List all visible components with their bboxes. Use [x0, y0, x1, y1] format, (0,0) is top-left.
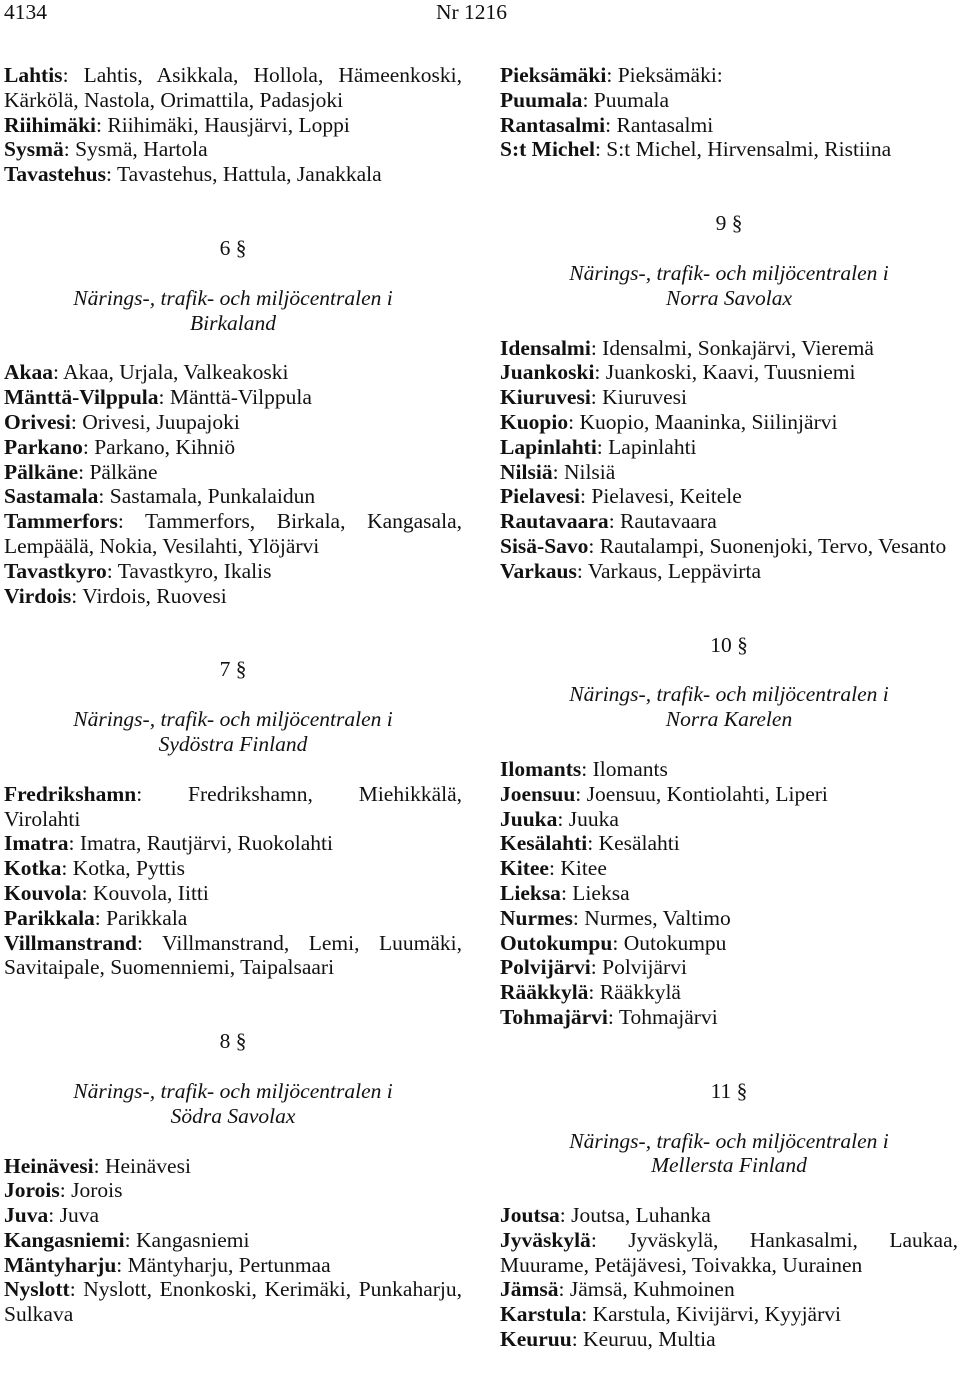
- municipalities: Pälkäne: [89, 459, 158, 484]
- municipalities: Kotka, Pyttis: [72, 856, 185, 881]
- list-item: Puumala: Puumala: [500, 87, 670, 112]
- district-name: Sysmä: [4, 137, 64, 162]
- municipalities: Lieksa: [572, 880, 630, 905]
- list-item: Nilsiä: Nilsiä: [500, 459, 616, 484]
- list-item: Tohmajärvi: Tohmajärvi: [500, 1004, 718, 1029]
- municipalities: Rautavaara: [620, 509, 717, 534]
- district-name: Joensuu: [500, 781, 576, 806]
- list-item: Nurmes: Nurmes, Valtimo: [500, 905, 731, 930]
- list-item: Sisä-Savo: Rautalampi, Suonenjoki, Tervo, Vesanto: [500, 533, 947, 558]
- municipalities: Jorois: [71, 1178, 123, 1203]
- list-item: Kesälahti: Kesälahti: [500, 831, 680, 856]
- district-name: Puumala: [500, 87, 583, 112]
- list-item: Juankoski: Juankoski, Kaavi, Tuusniemi: [500, 360, 856, 385]
- municipalities: Tavastkyro, Ikalis: [117, 558, 272, 583]
- district-name: Imatra: [4, 831, 69, 856]
- list-item: Kiuruvesi: Kiuruvesi: [500, 385, 687, 410]
- list-item: Pielavesi: Pielavesi, Keitele: [500, 484, 742, 509]
- municipalities: Puumala: [593, 87, 670, 112]
- district-name: Kesälahti: [500, 831, 588, 856]
- municipalities: Sysmä, Hartola: [75, 137, 208, 162]
- right-column: [500, 63, 958, 1352]
- section-9: [500, 211, 958, 583]
- list-item: Juva: Juva: [4, 1203, 99, 1228]
- list-item: Kotka: Kotka, Pyttis: [4, 856, 185, 881]
- district-name: Orivesi: [4, 409, 71, 434]
- municipalities: Idensalmi, Sonkajärvi, Vieremä: [602, 335, 874, 360]
- municipalities: Juva: [59, 1203, 99, 1228]
- district-name: Joutsa: [500, 1203, 560, 1228]
- section-region: Birkaland: [190, 310, 276, 335]
- municipalities: Tammerfors, Birkala, Kangasala, Lempäälä, Nokia, Vesilahti, Ylöjärvi: [4, 509, 462, 558]
- district-name: Jyväskylä: [500, 1227, 591, 1252]
- district-name: Akaa: [4, 360, 53, 385]
- district-name: Jämsä: [500, 1277, 559, 1302]
- list-item: Joensuu: Joensuu, Kontiolahti, Liperi: [500, 781, 828, 806]
- list-item: Lieksa: Lieksa: [500, 880, 630, 905]
- section-number: 8 §: [219, 1029, 247, 1054]
- list-item: Tavastkyro: Tavastkyro, Ikalis: [4, 558, 272, 583]
- municipalities: S:t Michel, Hirvensalmi, Ristiina: [606, 137, 892, 162]
- district-name: Kouvola: [4, 880, 82, 905]
- list-item: Kuopio: Kuopio, Maaninka, Siilinjärvi: [500, 409, 838, 434]
- district-name: Polvijärvi: [500, 955, 591, 980]
- district-name: Mänttä-Vilppula: [4, 385, 159, 410]
- list-item: Outokumpu: Outokumpu: [500, 930, 727, 955]
- municipalities: Jämsä, Kuhmoinen: [569, 1277, 735, 1302]
- district-name: Tavastehus: [4, 162, 106, 187]
- municipalities: Villmanstrand, Lemi, Luumäki, Savitaipale, Suomenniemi, Taipalsaari: [4, 930, 462, 980]
- district-name: Nilsiä: [500, 459, 553, 484]
- district-name: Juankoski: [500, 360, 595, 385]
- district-name: Juuka: [500, 806, 558, 831]
- municipalities: Lahtis, Asikkala, Hollola, Hämeenkoski, Kärkölä, Nastola, Orimattila, Padasjoki: [4, 63, 462, 112]
- list-item: Varkaus: Varkaus, Leppävirta: [500, 558, 761, 583]
- list-item: Jämsä: Jämsä, Kuhmoinen: [500, 1277, 735, 1302]
- district-name: Parkano: [4, 434, 83, 459]
- district-name: Pieksämäki: [500, 63, 607, 87]
- list-item: Lahtis: Lahtis, Asikkala, Hollola, Hämeenkoski, Kärkölä, Nastola, Orimattila, Padasjoki: [4, 63, 462, 112]
- list-item: Ilomants: Ilomants: [500, 756, 668, 781]
- district-name: Rääkkylä: [500, 980, 589, 1005]
- list-item: Juuka: Juuka: [500, 806, 619, 831]
- list-item: Parkano: Parkano, Kihniö: [4, 434, 236, 459]
- list-item: Rantasalmi: Rantasalmi: [500, 112, 714, 137]
- list-item: Kitee: Kitee: [500, 856, 607, 881]
- list-item: Virdois: Virdois, Ruovesi: [4, 583, 227, 608]
- municipalities: Jyväskylä, Hankasalmi, Laukaa, Muurame, Petäjävesi, Toivakka, Uurainen: [500, 1227, 958, 1277]
- district-name: Parikkala: [4, 905, 95, 930]
- list-item: Tammerfors: Tammerfors, Birkala, Kangasala, Lempäälä, Nokia, Vesilahti, Ylöjärvi: [4, 509, 462, 558]
- intro-block: [500, 63, 958, 162]
- municipalities: Juuka: [568, 806, 619, 831]
- district-name: Tohmajärvi: [500, 1004, 608, 1029]
- district-name: Heinävesi: [4, 1153, 94, 1178]
- list-item: Riihimäki: Riihimäki, Hausjärvi, Loppi: [4, 112, 350, 137]
- list-item: Orivesi: Orivesi, Juupajoki: [4, 409, 240, 434]
- list-item: Idensalmi: Idensalmi, Sonkajärvi, Vieremä: [500, 335, 874, 360]
- municipalities: Keuruu, Multia: [583, 1327, 716, 1352]
- district-name: Kotka: [4, 856, 62, 881]
- municipalities: Virdois, Ruovesi: [82, 583, 227, 608]
- municipalities: Joutsa, Luhanka: [571, 1203, 711, 1228]
- district-name: Fredrikshamn: [4, 781, 137, 806]
- section-8: [4, 1029, 462, 1327]
- municipalities: Kiuruvesi: [602, 385, 687, 410]
- list-item: Mänttä-Vilppula: Mänttä-Vilppula: [4, 385, 312, 410]
- list-item: Akaa: Akaa, Urjala, Valkeakoski: [4, 360, 289, 385]
- intro-block: [4, 63, 462, 187]
- municipalities: Orivesi, Juupajoki: [82, 409, 240, 434]
- list-item: Rautavaara: Rautavaara: [500, 509, 717, 534]
- regulation-number: Nr 1216: [436, 0, 508, 24]
- section-title: Närings-, trafik- och miljöcentralen i: [73, 1078, 393, 1103]
- list-item: Heinävesi: Heinävesi: [4, 1153, 191, 1178]
- section-number: 7 §: [219, 657, 247, 682]
- district-name: Virdois: [4, 583, 72, 608]
- list-item: Lapinlahti: Lapinlahti: [500, 434, 697, 459]
- district-name: Varkaus: [500, 558, 577, 583]
- list-item: Mäntyharju: Mäntyharju, Pertunmaa: [4, 1252, 331, 1277]
- district-name: Karstula: [500, 1302, 582, 1327]
- list-item: Parikkala: Parikkala: [4, 905, 188, 930]
- municipalities: Mäntyharju, Pertunmaa: [127, 1252, 331, 1277]
- section-number: 9 §: [715, 211, 743, 236]
- section-title: Närings-, trafik- och miljöcentralen i: [73, 707, 393, 732]
- list-item: Fredrikshamn: Fredrikshamn, Miehikkälä, Virolahti: [4, 781, 462, 831]
- municipalities: Tavastehus, Hattula, Janakkala: [116, 162, 382, 187]
- municipalities: Karstula, Kivijärvi, Kyyjärvi: [592, 1302, 841, 1327]
- list-item: Pälkäne: Pälkäne: [4, 459, 158, 484]
- municipalities: Kitee: [560, 856, 607, 881]
- section-title: Närings-, trafik- och miljöcentralen i: [569, 682, 889, 707]
- municipalities: Mänttä-Vilppula: [169, 385, 312, 410]
- list-item: Jyväskylä: Jyväskylä, Hankasalmi, Laukaa, Muurame, Petäjävesi, Toivakka, Uurainen: [500, 1227, 958, 1277]
- list-item: Joutsa: Joutsa, Luhanka: [500, 1203, 711, 1228]
- municipalities: Heinävesi: [104, 1153, 191, 1178]
- section-region: Norra Karelen: [665, 707, 793, 732]
- list-item: Kouvola: Kouvola, Iitti: [4, 880, 209, 905]
- municipalities: Outokumpu: [623, 930, 727, 955]
- section-11: [500, 1079, 958, 1352]
- page-header: [0, 0, 960, 30]
- district-name: Pielavesi: [500, 484, 581, 509]
- section-10: [500, 633, 958, 1030]
- district-name: Rautavaara: [500, 509, 609, 534]
- municipalities: Joensuu, Kontiolahti, Liperi: [586, 781, 828, 806]
- page-number: 4134: [4, 0, 47, 24]
- district-name: Kuopio: [500, 409, 569, 434]
- district-name: Mäntyharju: [4, 1252, 117, 1277]
- district-name: Kitee: [500, 856, 549, 881]
- list-item: Sysmä: Sysmä, Hartola: [4, 137, 208, 162]
- municipalities: Lapinlahti: [608, 434, 697, 459]
- district-name: Rantasalmi: [500, 112, 606, 137]
- list-item: Imatra: Imatra, Rautjärvi, Ruokolahti: [4, 831, 334, 856]
- municipalities: Kesälahti: [598, 831, 680, 856]
- municipalities: Nyslott, Enonkoski, Kerimäki, Punkaharju, Sulkava: [4, 1277, 463, 1327]
- district-name: Nyslott: [4, 1277, 70, 1302]
- district-name: Sastamala: [4, 484, 99, 509]
- district-name: Outokumpu: [500, 930, 613, 955]
- list-item: Nyslott: Nyslott, Enonkoski, Kerimäki, Punkaharju, Sulkava: [4, 1277, 463, 1327]
- section-title: Närings-, trafik- och miljöcentralen i: [569, 260, 889, 285]
- municipalities: Rääkkylä: [599, 980, 681, 1005]
- municipalities: Juankoski, Kaavi, Tuusniemi: [605, 360, 856, 385]
- district-name: Jorois: [4, 1178, 60, 1203]
- municipalities: Parikkala: [106, 905, 188, 930]
- list-item: Kangasniemi: Kangasniemi: [4, 1227, 250, 1252]
- district-name: Keuruu: [500, 1327, 572, 1352]
- municipalities: Varkaus, Leppävirta: [587, 558, 761, 583]
- municipalities: Pielavesi, Keitele: [591, 484, 742, 509]
- district-name: Lahtis: [4, 63, 63, 87]
- municipalities: Nurmes, Valtimo: [584, 905, 731, 930]
- district-name: Sisä-Savo: [500, 533, 589, 558]
- section-6: [4, 236, 462, 608]
- municipalities: Imatra, Rautjärvi, Ruokolahti: [79, 831, 334, 856]
- list-item: Karstula: Karstula, Kivijärvi, Kyyjärvi: [500, 1302, 841, 1327]
- list-item: Villmanstrand: Villmanstrand, Lemi, Luumäki, Savitaipale, Suomenniemi, Taipalsaari: [4, 930, 462, 980]
- municipalities: Polvijärvi: [602, 955, 687, 980]
- list-item: Rääkkylä: Rääkkylä: [500, 980, 681, 1005]
- municipalities: Kuopio, Maaninka, Siilinjärvi: [579, 409, 838, 434]
- list-item: S:t Michel: S:t Michel, Hirvensalmi, Ristiina: [500, 137, 892, 162]
- municipalities: Ilomants: [592, 756, 668, 781]
- municipalities: Rantasalmi: [616, 112, 714, 137]
- district-name: Pälkäne: [4, 459, 79, 484]
- district-name: Lieksa: [500, 880, 561, 905]
- district-name: Villmanstrand: [4, 930, 137, 955]
- municipalities: Pieksämäki:: [617, 63, 723, 87]
- district-name: Kiuruvesi: [500, 385, 591, 410]
- section-number: 6 §: [219, 235, 247, 260]
- list-item: Pieksämäki: Pieksämäki:: [500, 63, 723, 87]
- municipalities: Fredrikshamn, Miehikkälä, Virolahti: [4, 781, 462, 831]
- section-region: Mellersta Finland: [651, 1153, 807, 1178]
- district-name: Riihimäki: [4, 112, 96, 137]
- district-name: Tammerfors: [4, 509, 118, 534]
- municipalities: Riihimäki, Hausjärvi, Loppi: [107, 112, 350, 137]
- section-region: Norra Savolax: [665, 285, 792, 310]
- list-item: Jorois: Jorois: [4, 1178, 123, 1203]
- list-item: Tavastehus: Tavastehus, Hattula, Janakkala: [4, 162, 382, 187]
- district-name: Juva: [4, 1203, 49, 1228]
- list-item: Sastamala: Sastamala, Punkalaidun: [4, 484, 316, 509]
- municipalities: Nilsiä: [563, 459, 616, 484]
- left-column: [4, 63, 462, 1327]
- district-name: S:t Michel: [500, 137, 595, 162]
- section-region: Sydöstra Finland: [158, 731, 308, 756]
- municipalities: Parkano, Kihniö: [94, 434, 236, 459]
- district-name: Kangasniemi: [4, 1227, 125, 1252]
- section-title: Närings-, trafik- och miljöcentralen i: [73, 285, 393, 310]
- district-name: Idensalmi: [500, 335, 591, 360]
- district-name: Nurmes: [500, 905, 573, 930]
- municipalities: Tohmajärvi: [618, 1004, 718, 1029]
- section-region: Södra Savolax: [170, 1103, 296, 1128]
- section-number: 10 §: [710, 632, 748, 657]
- municipalities: Akaa, Urjala, Valkeakoski: [63, 360, 289, 385]
- district-name: Lapinlahti: [500, 434, 597, 459]
- section-title: Närings-, trafik- och miljöcentralen i: [569, 1128, 889, 1153]
- list-item: Polvijärvi: Polvijärvi: [500, 955, 687, 980]
- section-7: [4, 657, 462, 980]
- list-item: Keuruu: Keuruu, Multia: [500, 1327, 716, 1352]
- municipalities: Kangasniemi: [136, 1227, 250, 1252]
- district-name: Tavastkyro: [4, 558, 107, 583]
- municipalities: Kouvola, Iitti: [93, 880, 209, 905]
- municipalities: Sastamala, Punkalaidun: [109, 484, 316, 509]
- municipalities: Rautalampi, Suonenjoki, Tervo, Vesanto: [599, 533, 947, 558]
- district-name: Ilomants: [500, 756, 582, 781]
- section-number: 11 §: [710, 1078, 748, 1103]
